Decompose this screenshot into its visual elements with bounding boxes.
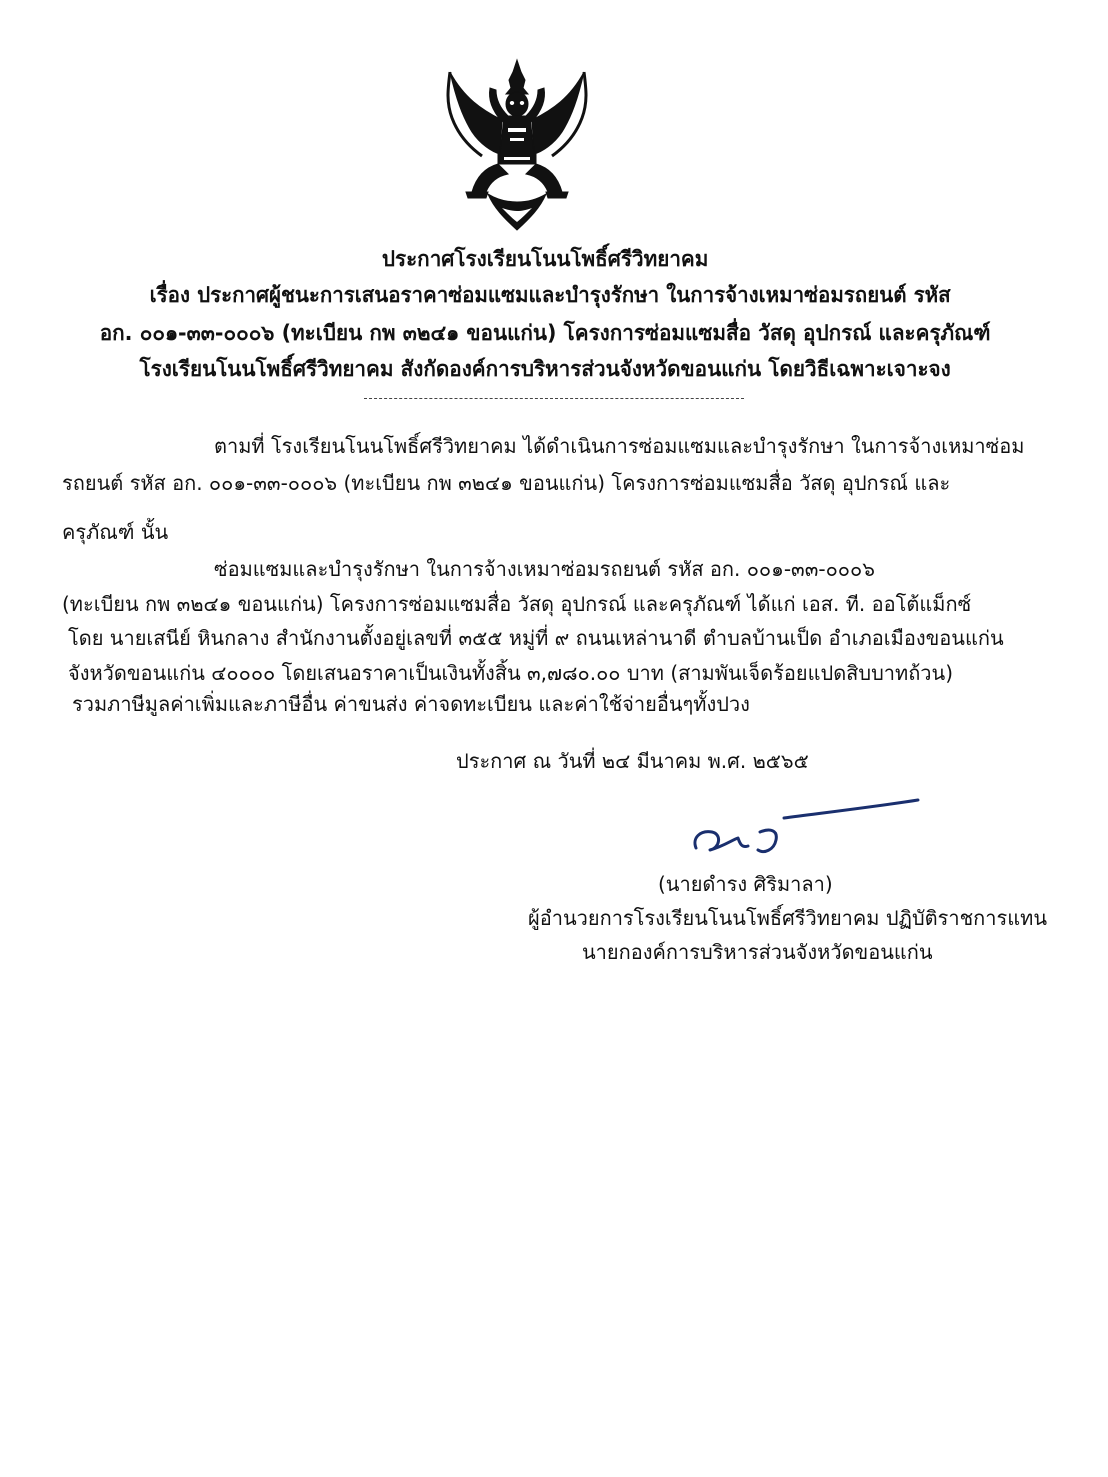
announcement-date: ประกาศ ณ วันที่ ๒๔ มีนาคม พ.ศ. ๒๕๖๕: [456, 749, 809, 773]
announcement-title: ประกาศโรงเรียนโนนโพธิ์ศรีวิทยาคม: [381, 247, 709, 271]
paragraph-2-line-4: จังหวัดขอนแก่น ๔๐๐๐๐ โดยเสนอราคาเป็นเงินทั้งสิ้น ๓,๗๘๐.๐๐ บาท (สามพันเจ็ดร้อยแปดสิบบาทถ้วน): [68, 661, 954, 685]
subject-line-2: อก. ๐๐๑-๓๓-๐๐๐๖ (ทะเบียน กพ ๓๒๔๑ ขอนแก่น) โครงการซ่อมแซมสื่อ วัสดุ อุปกรณ์ และครุภัณฑ์: [99, 321, 991, 345]
garuda-emblem-icon: [442, 58, 592, 234]
paragraph-2-line-1: ซ่อมแซมและบำรุงรักษา ในการจ้างเหมาซ่อมรถยนต์ รหัส อก. ๐๐๑-๓๓-๐๐๐๖: [214, 557, 875, 581]
subject-line-3: โรงเรียนโนนโพธิ์ศรีวิทยาคม สังกัดองค์การบริหารส่วนจังหวัดขอนแก่น โดยวิธีเฉพาะเจาะจง: [139, 357, 951, 381]
paragraph-2-line-3: โดย นายเสนีย์ หินกลาง สำนักงานตั้งอยู่เลขที่ ๓๕๕ หมู่ที่ ๙ ถนนเหล่านาดี ตำบลบ้านเป็ด อำเภอเมืองขอนแก่น: [68, 626, 1004, 650]
subject-line-1: เรื่อง ประกาศผู้ชนะการเสนอราคาซ่อมแซมและบำรุงรักษา ในการจ้างเหมาซ่อมรถยนต์ รหัส: [149, 283, 951, 307]
signatory-position-line-2: นายกองค์การบริหารส่วนจังหวัดขอนแก่น: [582, 940, 933, 964]
paragraph-1-line-1: ตามที่ โรงเรียนโนนโพธิ์ศรีวิทยาคม ได้ดำเนินการซ่อมแซมและบำรุงรักษา ในการจ้างเหมาซ่อม: [214, 434, 1025, 458]
paragraph-2-line-2: (ทะเบียน กพ ๓๒๔๑ ขอนแก่น) โครงการซ่อมแซมสื่อ วัสดุ อุปกรณ์ และครุภัณฑ์ ได้แก่ เอส. ที. ออโต้แม็กซ์: [62, 592, 972, 616]
signatory-position-line-1: ผู้อำนวยการโรงเรียนโนนโพธิ์ศรีวิทยาคม ปฏิบัติราชการแทน: [528, 906, 1048, 930]
signatory-name: (นายดำรง ศิริมาลา): [658, 872, 833, 896]
divider-rule: [364, 398, 744, 399]
handwritten-signature-icon: [690, 796, 930, 866]
paragraph-2-line-5: รวมภาษีมูลค่าเพิ่มและภาษีอื่น ค่าขนส่ง ค่าจดทะเบียน และค่าใช้จ่ายอื่นๆทั้งปวง: [72, 692, 750, 716]
paragraph-1-line-2: รถยนต์ รหัส อก. ๐๐๑-๓๓-๐๐๐๖ (ทะเบียน กพ ๓๒๔๑ ขอนแก่น) โครงการซ่อมแซมสื่อ วัสดุ อุปกรณ์ และ: [62, 471, 951, 495]
paragraph-1-line-3: ครุภัณฑ์ นั้น: [62, 520, 169, 544]
